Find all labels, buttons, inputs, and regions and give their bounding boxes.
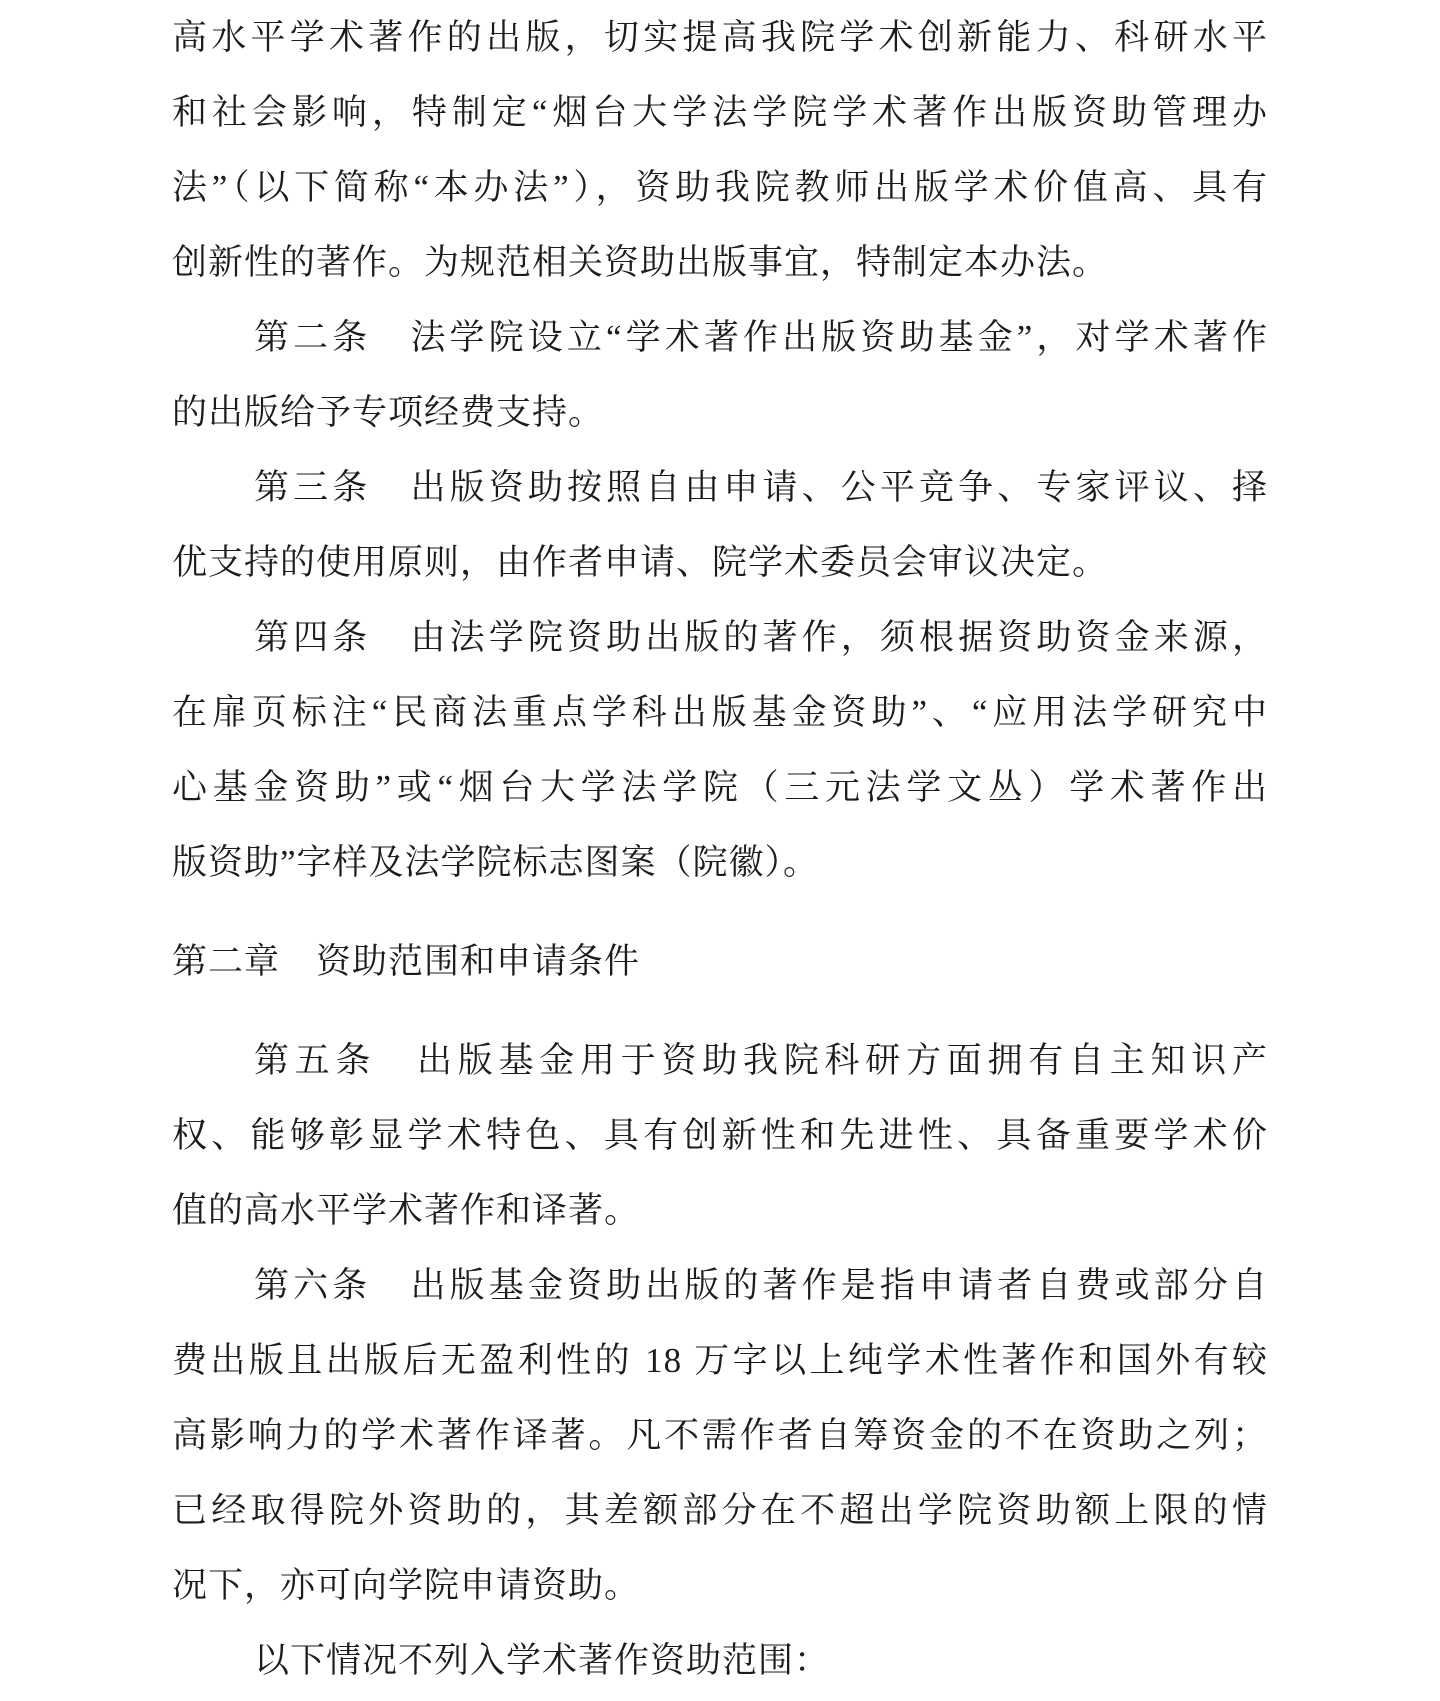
text-line: 权、能够彰显学术特色、具有创新性和先进性、具备重要学术价 bbox=[172, 1116, 1268, 1155]
text-line: 第三条 出版资助按照自由申请、公平竞争、专家评议、择 bbox=[254, 468, 1268, 507]
para-exclusion-intro bbox=[172, 1623, 1268, 1698]
text-line: 和社会影响，特制定“烟台大学法学院学术著作出版资助管理办 bbox=[172, 93, 1268, 132]
chapter-heading-line: 第二章 资助范围和申请条件 bbox=[172, 942, 641, 981]
text-line: 法”（以下简称“本办法”），资助我院教师出版学术价值高、具有 bbox=[172, 168, 1268, 207]
text-line: 已经取得院外资助的，其差额部分在不超出学院资助额上限的情 bbox=[172, 1491, 1268, 1530]
chapter-2-heading bbox=[172, 924, 1268, 999]
text-line: 的出版给予专项经费支持。 bbox=[172, 393, 605, 432]
text-line: 以下情况不列入学术著作资助范围： bbox=[254, 1641, 831, 1680]
para-intro-continuation bbox=[172, 0, 1268, 300]
para-article-5 bbox=[172, 1023, 1268, 1248]
para-article-6 bbox=[172, 1248, 1268, 1623]
text-line: 优支持的使用原则，由作者申请、院学术委员会审议决定。 bbox=[172, 543, 1109, 582]
text-line: 费出版且出版后无盈利性的 18 万字以上纯学术性著作和国外有较 bbox=[172, 1341, 1268, 1380]
text-line: 在扉页标注“民商法重点学科出版基金资助”、“应用法学研究中 bbox=[172, 693, 1268, 732]
text-line: 心基金资助”或“烟台大学法学院（三元法学文丛）学术著作出 bbox=[172, 768, 1268, 807]
text-line: 版资助”字样及法学院标志图案（院徽）。 bbox=[172, 843, 820, 882]
para-article-2 bbox=[172, 300, 1268, 450]
text-line: 况下，亦可向学院申请资助。 bbox=[172, 1566, 641, 1605]
text-line: 高影响力的学术著作译著。凡不需作者自筹资金的不在资助之列； bbox=[172, 1416, 1268, 1455]
text-line: 第四条 由法学院资助出版的著作，须根据资助资金来源， bbox=[254, 618, 1268, 657]
text-line: 第五条 出版基金用于资助我院科研方面拥有自主知识产 bbox=[254, 1041, 1268, 1080]
para-article-3 bbox=[172, 450, 1268, 600]
document-body bbox=[172, 0, 1268, 1698]
text-line: 第二条 法学院设立“学术著作出版资助基金”，对学术著作 bbox=[254, 318, 1268, 357]
para-article-4 bbox=[172, 600, 1268, 900]
text-line: 值的高水平学术著作和译著。 bbox=[172, 1191, 641, 1230]
text-line: 第六条 出版基金资助出版的著作是指申请者自费或部分自 bbox=[254, 1266, 1268, 1305]
text-line: 高水平学术著作的出版，切实提高我院学术创新能力、科研水平 bbox=[172, 18, 1268, 57]
text-line: 创新性的著作。为规范相关资助出版事宜，特制定本办法。 bbox=[172, 243, 1109, 282]
